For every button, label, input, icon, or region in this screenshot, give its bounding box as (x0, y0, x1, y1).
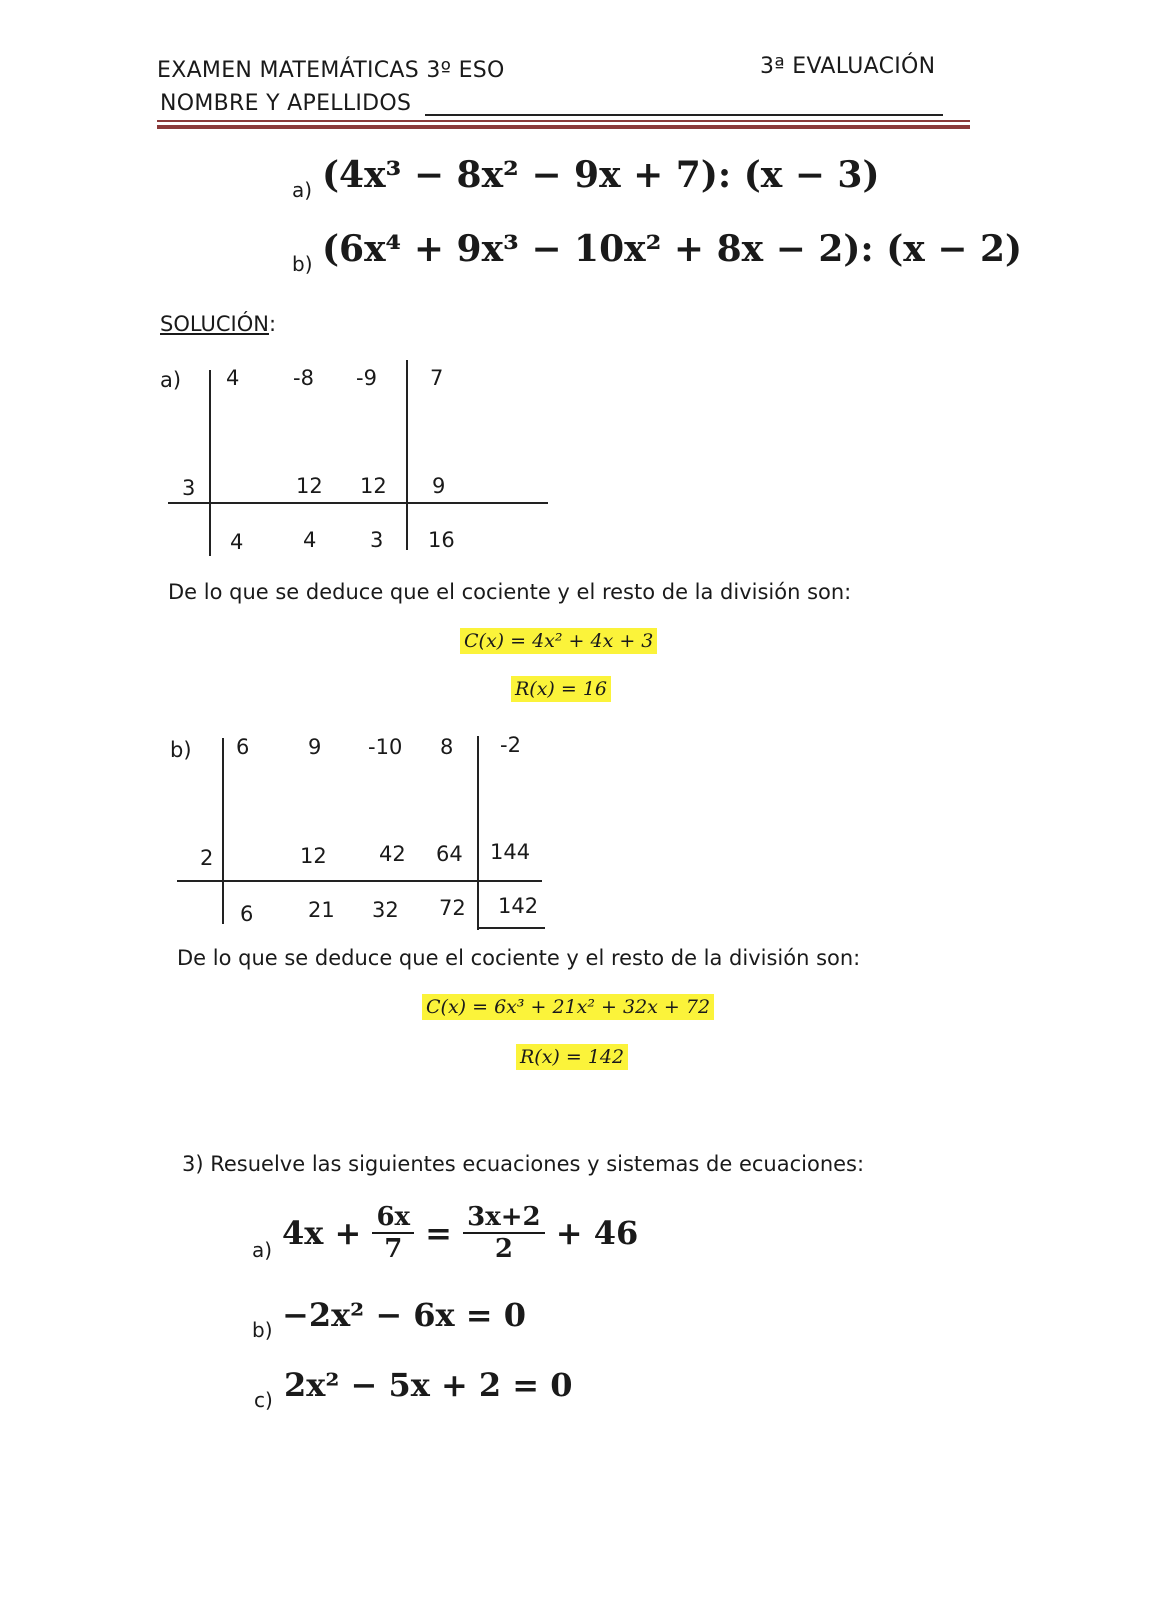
problem3-b-expression: −2x² − 6x = 0 (282, 1296, 526, 1334)
ruffini-a-result: 4 (230, 530, 244, 554)
ruffini-b-remainder-underline (477, 927, 545, 929)
ruffini-b-remainder: 142 (498, 894, 539, 918)
problem2-b-expression: (6x⁴ + 9x³ − 10x² + 8x − 2): (x − 2) (322, 228, 1023, 270)
problem2-a-label: a) (292, 178, 313, 202)
evaluation-label: 3ª EVALUACIÓN (760, 54, 936, 79)
ruffini-b-result: 72 (439, 896, 466, 920)
ruffini-b-divisor: 2 (200, 846, 214, 870)
ruffini-a-product: 12 (296, 474, 323, 498)
solution-b-deduction: De lo que se deduce que el cociente y el resto de la división son: (177, 946, 861, 970)
problem2-a-expression: (4x³ − 8x² − 9x + 7): (x − 3) (322, 154, 880, 196)
problem3-a-label: a) (252, 1238, 273, 1262)
solution-a-quotient: C(x) = 4x² + 4x + 3 (460, 628, 657, 654)
ruffini-b-product: 42 (379, 842, 406, 866)
ruffini-a-coef: -9 (356, 366, 377, 390)
problem3-c-expression: 2x² − 5x + 2 = 0 (284, 1366, 573, 1404)
ruffini-a-result-line (168, 502, 548, 504)
ruffini-b-result: 21 (308, 898, 335, 922)
problem3-b-label: b) (252, 1318, 273, 1342)
ruffini-b-product: 12 (300, 844, 327, 868)
problem2-b-label: b) (292, 252, 313, 276)
ruffini-a-remainder: 16 (428, 528, 455, 552)
problem3-a-equals: = (425, 1214, 452, 1252)
ruffini-b-product: 144 (490, 840, 531, 864)
problem3-c-label: c) (254, 1388, 273, 1412)
ruffini-a-label: a) (160, 368, 182, 392)
ruffini-a-result: 3 (370, 528, 384, 552)
problem3-a-equation (282, 1204, 638, 1262)
problem3-heading: 3) Resuelve las siguientes ecuaciones y sistemas de ecuaciones: (182, 1152, 865, 1176)
ruffini-b-coef: 6 (236, 735, 250, 759)
ruffini-a-coef: -8 (293, 366, 314, 390)
ruffini-a-coef: 4 (226, 366, 240, 390)
solution-b-remainder: R(x) = 142 (516, 1044, 628, 1070)
problem3-a-left: 4x + (282, 1214, 362, 1252)
ruffini-b-result: 6 (240, 902, 254, 926)
name-underline (425, 114, 943, 116)
ruffini-a-divisor: 3 (182, 476, 196, 500)
ruffini-b-coef: 9 (308, 735, 322, 759)
solution-a-deduction: De lo que se deduce que el cociente y el resto de la división son: (168, 580, 852, 604)
ruffini-b-coef: -10 (368, 735, 403, 759)
fraction-denominator: 7 (384, 1234, 403, 1264)
name-label: NOMBRE Y APELLIDOS (160, 91, 412, 116)
problem3-a-fraction-1 (372, 1204, 414, 1262)
fraction-denominator: 2 (494, 1234, 513, 1264)
problem3-a-right: + 46 (555, 1214, 639, 1252)
ruffini-b-remainder-bar (477, 736, 479, 930)
ruffini-b-coef: -2 (500, 733, 521, 757)
solution-heading-colon: : (268, 312, 277, 336)
solution-b-quotient: C(x) = 6x³ + 21x² + 32x + 72 (422, 994, 714, 1020)
header-rule-thick (157, 125, 970, 129)
ruffini-a-product: 12 (360, 474, 387, 498)
ruffini-a-result: 4 (303, 528, 317, 552)
ruffini-b-product: 64 (436, 842, 463, 866)
fraction-numerator: 6x (372, 1204, 414, 1234)
ruffini-b-result-line (177, 880, 542, 882)
ruffini-a-remainder-bar (406, 360, 408, 550)
ruffini-b-result: 32 (372, 898, 399, 922)
solution-heading (160, 312, 276, 336)
ruffini-b-coef: 8 (440, 735, 454, 759)
ruffini-b-label: b) (170, 738, 192, 762)
solution-a-remainder: R(x) = 16 (511, 676, 611, 702)
header-rule-thin (157, 120, 970, 122)
ruffini-b-left-bar (222, 738, 224, 924)
solution-heading-text: SOLUCIÓN (160, 312, 269, 336)
ruffini-a-coef: 7 (430, 366, 444, 390)
ruffini-a-product: 9 (432, 474, 446, 498)
fraction-numerator: 3x+2 (463, 1204, 544, 1234)
problem3-a-fraction-2 (463, 1204, 544, 1262)
exam-title: EXAMEN MATEMÁTICAS 3º ESO (157, 58, 505, 83)
ruffini-a-left-bar (209, 370, 211, 556)
